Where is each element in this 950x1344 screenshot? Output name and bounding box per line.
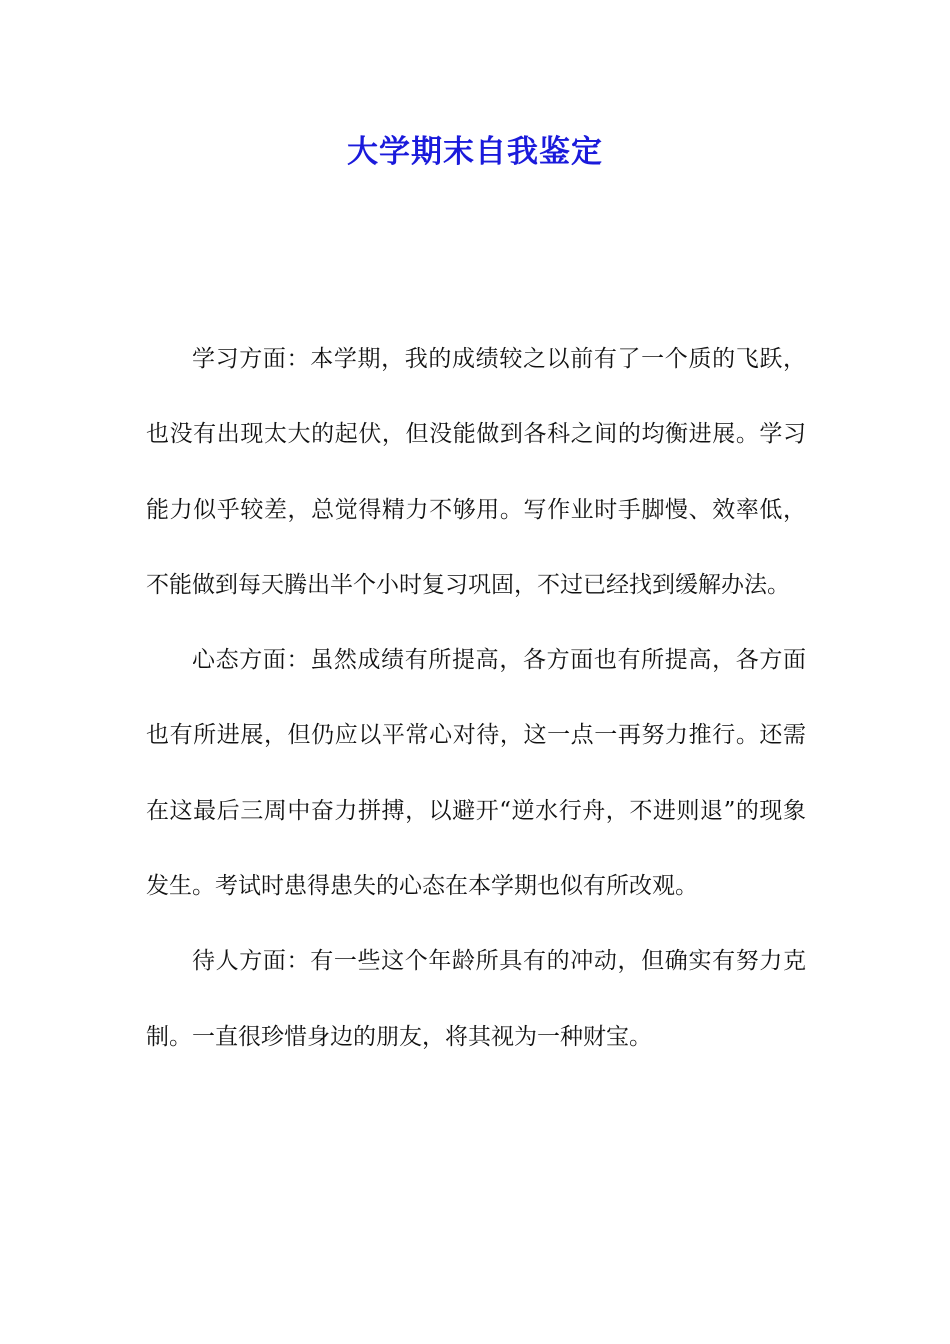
paragraph-study: 学习方面：本学期，我的成绩较之以前有了一个质的飞跃，也没有出现太大的起伏，但没能做到各科之间的均衡进展。学习能力似乎较差，总觉得精力不够用。写作业时手脚慢、效率低，不能做到每天腾出半个小时复习巩固，不过已经找到缓解办法。 <box>146 346 806 598</box>
document-body <box>146 322 806 1075</box>
paragraph-relationships: 待人方面：有一些这个年龄所具有的冲动，但确实有努力克制。一直很珍惜身边的朋友，将其视为一种财宝。 <box>146 948 806 1050</box>
paragraph-mindset: 心态方面：虽然成绩有所提高，各方面也有所提高，各方面也有所进展，但仍应以平常心对待，这一点一再努力推行。还需在这最后三周中奋力拼搏，以避开“逆水行舟，不进则退”的现象发生。考试时患得患失的心态在本学期也似有所改观。 <box>146 647 806 900</box>
document-title: 大学期末自我鉴定 <box>347 134 603 170</box>
